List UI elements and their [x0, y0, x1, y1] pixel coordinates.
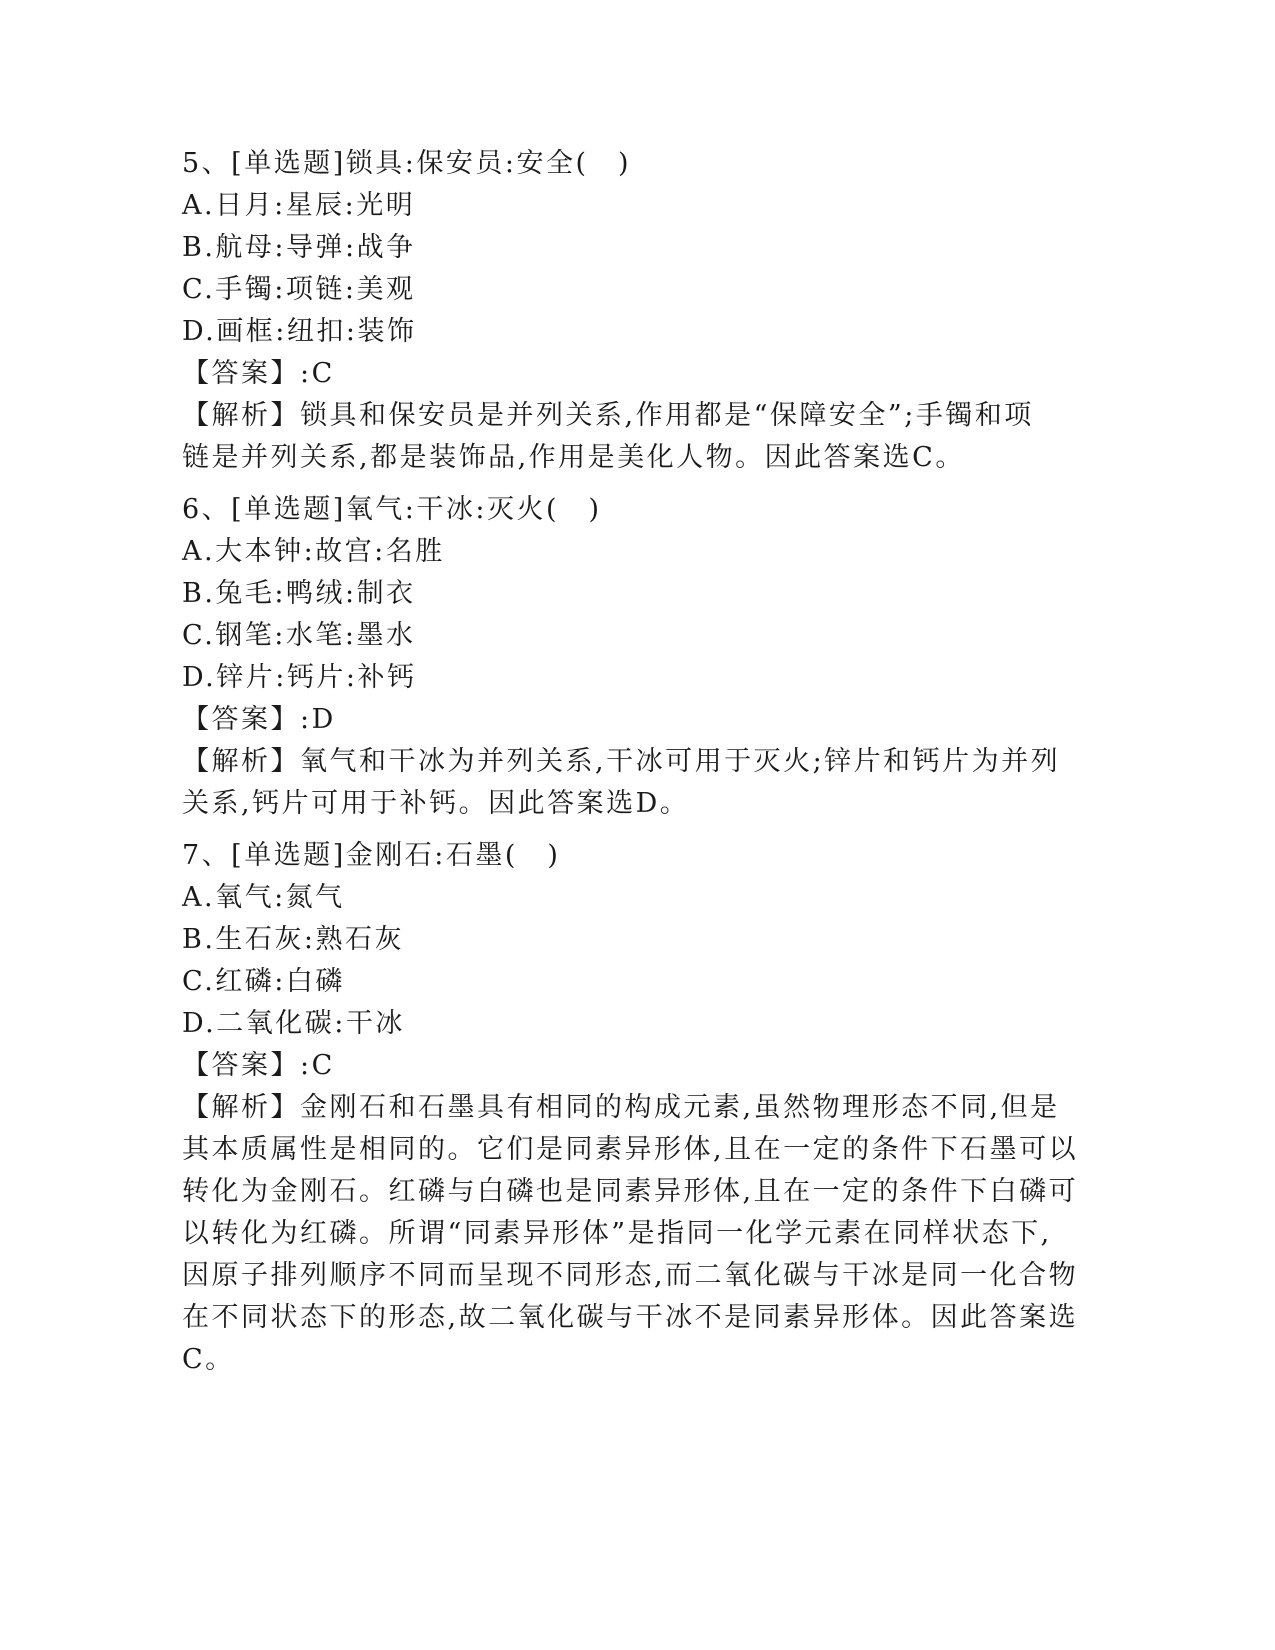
analysis-line: 转化为金刚石。红磷与白磷也是同素异形体,且在一定的条件下白磷可 [182, 1176, 1079, 1207]
answer: 【答案】:D [182, 704, 336, 735]
analysis-line: 关系,钙片可用于补钙。因此答案选D。 [182, 788, 690, 819]
option-c: C.钢笔:水笔:墨水 [182, 620, 416, 651]
answer: 【答案】:C [182, 358, 335, 389]
analysis-line: C。 [182, 1344, 235, 1375]
option-a: A.大本钟:故宫:名胜 [182, 536, 445, 567]
question-5 [182, 143, 1082, 479]
document-page [182, 143, 1082, 1381]
analysis-line: 【解析】金刚石和石墨具有相同的构成元素,虽然物理形态不同,但是 [182, 1092, 1060, 1123]
question-stem: 7、[单选题]金刚石:石墨( ) [182, 840, 561, 871]
option-d: D.画框:纽扣:装饰 [182, 316, 417, 347]
question-stem: 6、[单选题]氧气:干冰:灭火( ) [182, 494, 602, 525]
analysis-line: 以转化为红磷。所谓“同素异形体”是指同一化学元素在同样状态下, [182, 1218, 1052, 1249]
option-b: B.生石灰:熟石灰 [182, 924, 405, 955]
analysis-line: 链是并列关系,都是装饰品,作用是美化人物。因此答案选C。 [182, 442, 965, 473]
answer: 【答案】:C [182, 1050, 335, 1081]
option-d: D.锌片:钙片:补钙 [182, 662, 417, 693]
question-6 [182, 489, 1082, 825]
option-c: C.手镯:项链:美观 [182, 274, 416, 305]
analysis-line: 【解析】氧气和干冰为并列关系,干冰可用于灭火;锌片和钙片为并列 [182, 746, 1061, 777]
analysis-line: 在不同状态下的形态,故二氧化碳与干冰不是同素异形体。因此答案选 [182, 1302, 1079, 1333]
option-b: B.兔毛:鸭绒:制衣 [182, 578, 416, 609]
analysis-line: 【解析】锁具和保安员是并列关系,作用都是“保障安全”;手镯和项 [182, 400, 1034, 431]
option-a: A.日月:星辰:光明 [182, 190, 416, 221]
analysis-line: 其本质属性是相同的。它们是同素异形体,且在一定的条件下石墨可以 [182, 1134, 1079, 1165]
option-d: D.二氧化碳:干冰 [182, 1008, 405, 1039]
option-c: C.红磷:白磷 [182, 966, 345, 997]
analysis-line: 因原子排列顺序不同而呈现不同形态,而二氧化碳与干冰是同一化合物 [182, 1260, 1079, 1291]
question-stem: 5、[单选题]锁具:保安员:安全( ) [182, 148, 632, 179]
question-7 [182, 835, 1082, 1381]
option-b: B.航母:导弹:战争 [182, 232, 416, 263]
option-a: A.氧气:氮气 [182, 882, 345, 913]
